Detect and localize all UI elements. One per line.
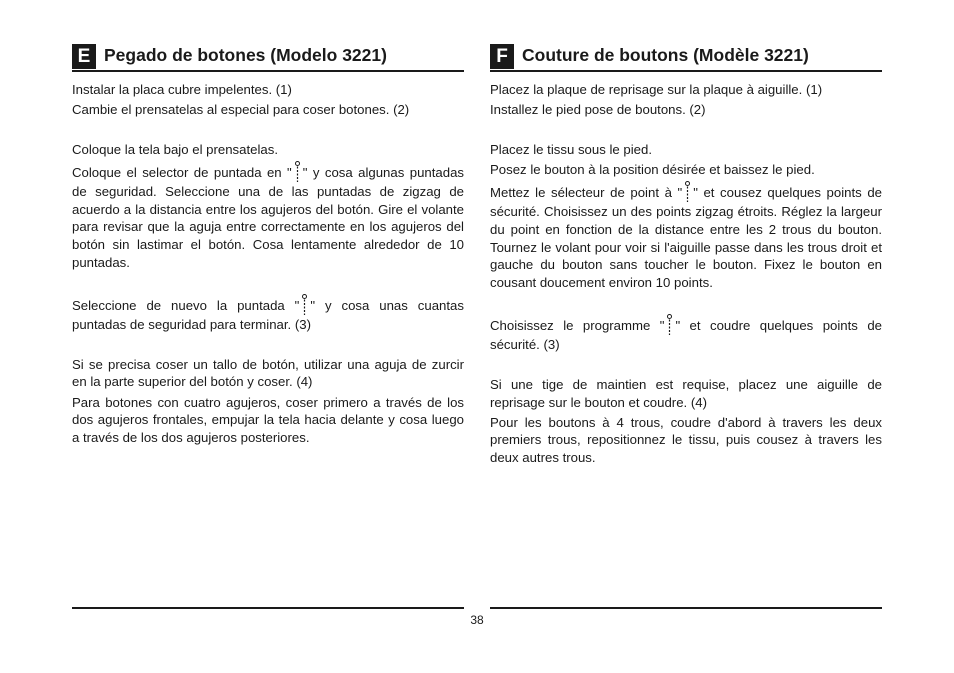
page-number: 38 xyxy=(470,613,484,627)
language-badge-f: F xyxy=(490,44,514,69)
paragraph: Posez le bouton à la position désirée et baissez le pied. xyxy=(490,162,815,178)
text-run: " et cousez quelques points de sécurité. Choisissez un des points zigzag étroits. Réglez la largeur du point en fonction de la distance entre les 2 trous du bouton. Tournez le volant pour voir si l'aiguille passe dans les trous droit et gauche du bouton sans toucher le bouton. Fixez le bouton en cousant doucement environ 10 points. xyxy=(490,185,882,290)
paragraph: Installez le pied pose de boutons. (2) xyxy=(490,102,706,118)
paragraph: Pour les boutons à 4 trous, coudre d'abord à travers les deux premiers trous, repositionnez le tissu, puis cousez à travers les deux autres trous. xyxy=(490,414,882,465)
paragraph xyxy=(490,314,882,354)
straight-stitch-icon xyxy=(683,181,692,203)
paragraph xyxy=(72,294,464,334)
footer-divider xyxy=(72,607,464,609)
section-body xyxy=(72,72,464,446)
language-badge-e: E xyxy=(72,44,96,69)
paragraph: Placez le tissu sous le pied. xyxy=(490,142,652,158)
text-run: Choisissez le programme " xyxy=(490,317,665,333)
paragraph: Placez la plaque de reprisage sur la plaque à aiguille. (1) xyxy=(490,82,823,97)
section-body xyxy=(490,72,882,466)
section-title: Pegado de botones (Modelo 3221) xyxy=(104,45,387,65)
text-run: " y cosa algunas puntadas de seguridad. Seleccione una de las puntadas de zigzag de acuerdo a la distancia entre los agujeros del botón. Gire el volante para revisar que la aguja entre correctamente en los agujeros del botón sin lastimar el botón. Cosa lentamente alrededor de 10 puntadas. xyxy=(72,165,464,270)
paragraph: Para botones con cuatro agujeros, coser primero a través de los dos agujeros frontales, empujar la tela hacia delante y cosa luego a través de los dos agujeros posteriores. xyxy=(72,394,464,445)
paragraph xyxy=(490,181,882,291)
section-header xyxy=(72,42,464,72)
paragraph: Si une tige de maintien est requise, placez une aiguille de reprisage sur le bouton et coudre. (4) xyxy=(490,376,882,410)
text-run: Mettez le sélecteur de point à " xyxy=(490,185,683,201)
paragraph: Instalar la placa cubre impelentes. (1) xyxy=(72,82,292,97)
paragraph xyxy=(72,161,464,271)
paragraph: Si se precisa coser un tallo de botón, utilizar una aguja de zurcir en la parte superior del botón y coser. (4) xyxy=(72,356,464,390)
text-run: " et coudre quelques points de sécurité. (3) xyxy=(490,317,882,352)
straight-stitch-icon xyxy=(300,294,309,316)
straight-stitch-icon xyxy=(293,161,302,183)
section-title: Couture de boutons (Modèle 3221) xyxy=(522,45,809,65)
straight-stitch-icon xyxy=(665,314,674,336)
text-run: Coloque el selector de puntada en " xyxy=(72,165,292,181)
footer-divider xyxy=(490,607,882,609)
text-run: Seleccione de nuevo la puntada " xyxy=(72,297,300,313)
section-header xyxy=(490,42,882,72)
text-run: " y cosa unas cuantas puntadas de seguridad para terminar. (3) xyxy=(72,297,464,332)
section-french xyxy=(490,42,882,469)
paragraph: Coloque la tela bajo el prensatelas. xyxy=(72,142,279,158)
paragraph: Cambie el prensatelas al especial para coser botones. (2) xyxy=(72,102,410,118)
section-spanish xyxy=(72,42,464,449)
